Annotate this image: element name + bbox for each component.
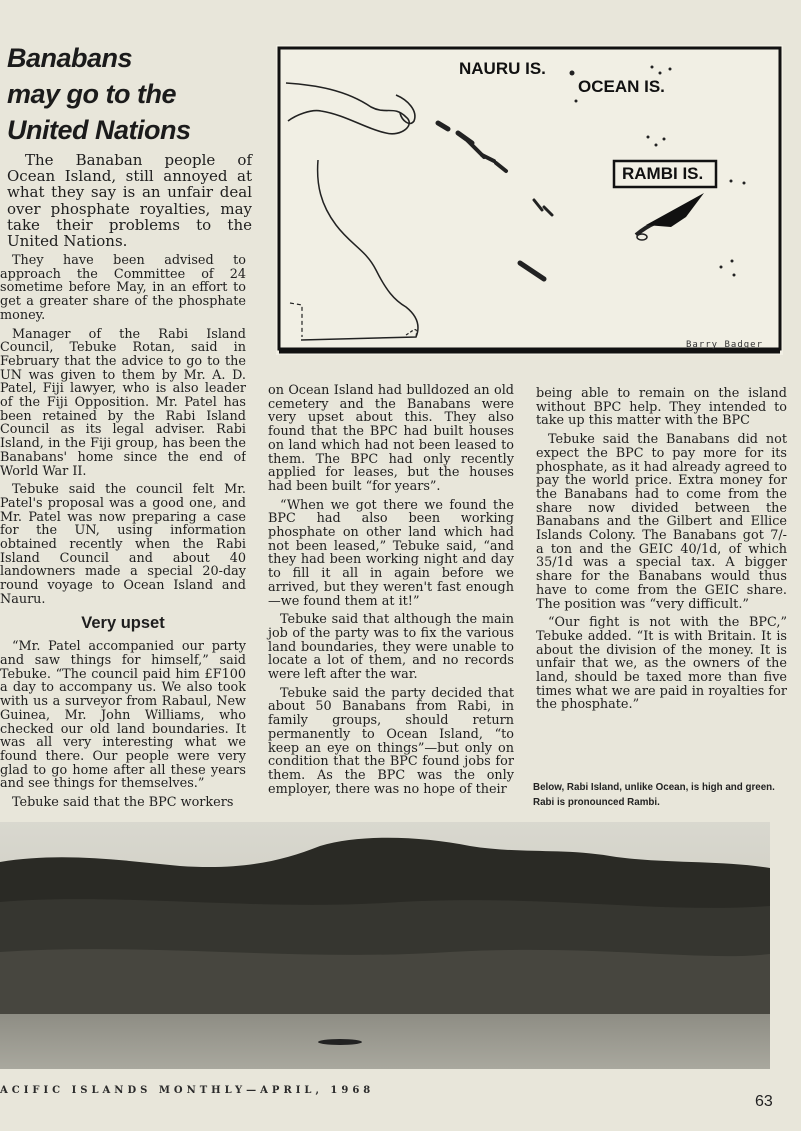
paragraph: “When we got there we found the BPC had also been working phosphate on other land which had not been leased,” Tebuke said, “and they had been working night and day to fill it all in again before we arrived, but they weren't fast enough—we found them at it!” [268, 497, 514, 609]
article-column-3 [536, 387, 787, 717]
standfirst: The Banaban people of Ocean Island, still annoyed at what they say is an unfair deal over phosphate royalties, may take their problems to the United Nations. [7, 151, 252, 251]
map-figure [276, 45, 783, 355]
photo-caption: Below, Rabi Island, unlike Ocean, is high and green. Rabi is pronounced Rambi. [533, 782, 775, 808]
paragraph: Tebuke said the council felt Mr. Patel's proposal was a good one, and Mr. Patel was now preparing a case for the UN, using information obtained recently when the Rabi Island Council and about 40 landowners made a special 20-day round voyage to Ocean Island and Nauru. [0, 482, 246, 607]
paragraph: Tebuke said the Banabans did not expect the BPC to pay more for its phosphate, as it had already agreed to pay the world price. Extra money for the Banabans had to come from the share now divided between the Banabans and the Gilbert and Ellice Islands Colony. The Banabans got 7/- a ton and the GEIC 40/1d, of which 35/1d was a special tax. A bigger share for the Banabans would thus have to come from the GEIC share. The position was “very difficult.” [536, 432, 787, 612]
paragraph: Tebuke said the party decided that about 50 Banabans from Rabi, in family groups, should return permanently to Ocean Island, “to keep an eye on things”—but only on condition that the BPC found jobs for them. As the BPC was the only employer, there was no hope of their [268, 685, 514, 797]
rabi-island-photo [0, 822, 770, 1069]
headline-line-3: United Nations [7, 115, 191, 145]
paragraph: on Ocean Island had bulldozed an old cemetery and the Banabans were very upset about this. They also found that the BPC had built houses on land which had not been leased to them. The BPC had only recently applied for leases, but the houses had been built “for years”. [268, 383, 514, 494]
map-border [279, 48, 780, 349]
coastline-new-guinea [286, 83, 409, 134]
page-footer-publication: ACIFIC ISLANDS MONTHLY—APRIL, 1968 [0, 1085, 375, 1096]
map-label-ocean: OCEAN IS. [578, 77, 665, 96]
headline-line-2: may go to the [7, 79, 177, 109]
headline [7, 40, 257, 148]
article-column-2 [268, 384, 514, 801]
paragraph: being able to remain on the island without BPC help. They intended to take up this matter with the BPC [536, 386, 787, 429]
coastline-australia [301, 160, 418, 340]
paragraph: “Mr. Patel accompanied our party and saw things for himself,” said Tebuke. “The council paid him £F100 a day to accompany us. We also took with us a surveyor from Rabaul, New Guinea, Mr. John Williams, who checked our old land boundaries. It was all very interesting what we found there. Our people were very glad to go home after all these years and see things for themselves.” [0, 639, 246, 792]
subheading: Very upset [81, 613, 165, 632]
map-label-rambi: RAMBI IS. [622, 164, 704, 183]
paragraph: They have been advised to approach the Committee of 24 sometime before May, in an effort to get a greater share of the phosphate money. [0, 254, 246, 323]
paragraph: Tebuke said that the BPC workers [12, 795, 234, 811]
paragraph: Tebuke said that although the main job of the party was to fix the various land boundaries, they were unable to locate a lot of them, and no records were left after the war. [268, 612, 514, 683]
map-drawing [276, 45, 783, 355]
headline-line-1: Banabans [7, 43, 133, 73]
paragraph: Manager of the Rabi Island Council, Tebuke Rotan, said in February that the advice to go to the UN was given to them by Mr. A. D. Patel, Fiji lawyer, who is also leader of the Fiji Opposition. Mr. Patel has been retained by the Rabi Island Council as its legal adviser. Rabi Island, in the Fiji group, has been the Banabans' home since the end of World War II. [0, 326, 246, 479]
paragraph: “Our fight is not with the BPC,” Tebuke added. “It is with Britain. It is about the division of the money. It is unfair that we, as the owners of the land, should be taxed more than five times what we are paid in royalties for the phosphate.” [536, 615, 787, 713]
map-credit: Barry Badger [686, 340, 764, 350]
map-label-nauru: NAURU IS. [459, 59, 546, 78]
article-column-1 [0, 254, 246, 815]
page-number: 63 [755, 1093, 773, 1110]
